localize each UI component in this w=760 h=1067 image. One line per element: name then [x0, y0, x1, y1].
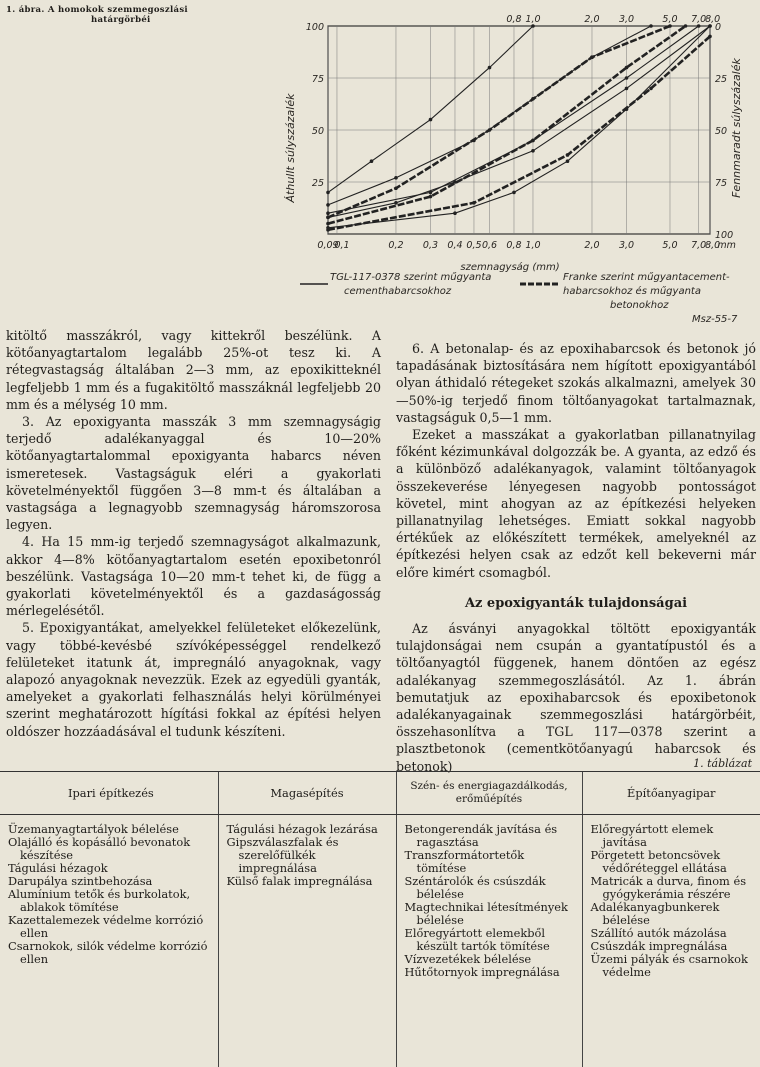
list-item: Szállító autók mázolása — [591, 927, 757, 940]
paragraph: 3. Az epoxigyanta masszák 3 mm szemnagyságig terjedő adalékanyaggal és 10—20% kötőanyagtartalommal epoxigyanta habarcs néven ismeretesek. Vastagságuk eléri a gyakorlati követelményektől függően 3—8 mm-t és általában a vastagsága a legnagyobb szemnagyság háromszorosa legyen. — [6, 413, 381, 533]
series-line-4 — [328, 26, 699, 213]
left-text-column — [6, 327, 381, 740]
legend-dashed-label-a: Franke szerint műgyantacement- — [563, 271, 730, 283]
legend-dashed-label-b: habarcsokhoz és műgyanta — [563, 285, 701, 297]
list-item: Magtechnikai létesítmények bélelése — [405, 901, 578, 927]
table-label: 1. táblázat — [693, 757, 752, 770]
x-tick-label: 5,0 — [662, 240, 677, 251]
x-tick-label: 8,0 — [705, 240, 720, 251]
chart-grid — [328, 26, 710, 234]
x-top-tick-label: 1,0 — [525, 14, 540, 25]
data-point — [625, 87, 629, 91]
x-tick-label: 0,1 — [334, 240, 349, 251]
y-right-tick-label: 0 — [715, 22, 721, 33]
data-point — [488, 66, 492, 70]
legend-solid-label-b: cementhabarcsokhoz — [344, 286, 452, 297]
list-item: Tágulási hézagok lezárása — [227, 823, 392, 836]
x-top-tick-label: 5,0 — [662, 14, 677, 25]
list-item: Üzemi pályák és csarnokok védelme — [591, 953, 757, 979]
x-tick-label: 0,6 — [482, 240, 497, 251]
data-point — [394, 186, 398, 190]
x-axis-label: szemnagyság (mm) — [460, 261, 559, 273]
x-tick-label: 1,0 — [525, 240, 540, 251]
x-top-tick-label: 2,0 — [584, 14, 599, 25]
y-left-tick-label: 75 — [312, 74, 324, 85]
data-point — [326, 211, 330, 215]
figure-stamp: Msz-55-7 — [692, 314, 738, 325]
list-item: Csarnokok, silók védelme korrózió ellen — [8, 940, 214, 966]
table-header: Magasépítés — [218, 772, 396, 815]
series-line-0 — [328, 26, 710, 217]
data-point — [684, 24, 688, 28]
applications-table — [0, 771, 760, 1067]
x-tick-label: 0,4 — [447, 240, 462, 251]
list-item: Pörgetett betoncsövek védőréteggel ellátása — [591, 849, 757, 875]
table-header: Szén- és energiagazdálkodás, erőműépítés — [396, 772, 582, 815]
grading-curve-chart — [280, 8, 760, 333]
x-tick-label: 0,09 — [317, 240, 338, 251]
data-point — [531, 149, 535, 153]
y-axis-left-label: Áthullt súlyszázalék — [284, 93, 297, 204]
series-line-3 — [328, 26, 710, 228]
data-point — [708, 35, 712, 39]
x-top-tick-label: 0,8 — [506, 14, 521, 25]
x-tick-label: 0,5 — [466, 240, 481, 251]
section-heading: Az epoxigyanták tulajdonságai — [396, 595, 756, 612]
table-header: Ipari építkezés — [0, 772, 218, 815]
chart-series — [326, 24, 712, 231]
list-item: Üzemanyagtartályok bélelése — [8, 823, 214, 836]
list-item: Előregyártott elemekből készült tartók tömítése — [405, 927, 578, 953]
y-right-tick-label: 50 — [715, 126, 727, 137]
data-point — [590, 55, 594, 59]
data-point — [625, 66, 629, 70]
x-tick-label: 0,8 — [506, 240, 521, 251]
paragraph: 6. A betonalap- és az epoxihabarcsok és betonok jó tapadásának biztosítására nem hígított epoxigyantából olyan áthidaló rétegeket szokás alkalmazni, amelyek 30—50%-ig terjedő finom töltőanyagokat tartalmaznak, vastagságuk 0,5—1 mm. — [396, 340, 756, 426]
data-point — [429, 195, 433, 199]
figure-caption-line1: 1. ábra. A homokok szemmegoszlási — [6, 5, 196, 15]
x-top-tick-label: 7,0 — [691, 14, 706, 25]
list-item: Csúszdák impregnálása — [591, 940, 757, 953]
table-header: Építőanyagipar — [582, 772, 760, 815]
y-left-tick-label: 25 — [312, 178, 324, 189]
list-item: Előregyártott elemek javítása — [591, 823, 757, 849]
x-tick-label: 3,0 — [619, 240, 634, 251]
data-point — [566, 153, 570, 157]
data-point — [394, 176, 398, 180]
data-point — [649, 87, 653, 91]
y-left-tick-label: 100 — [306, 22, 324, 33]
paragraph: kitöltő masszákról, vagy kittekről beszélünk. A kötőanyagtartalom legalább 25%-ot tesz ki. A rétegvastagság általában 2—3 mm, az epoxikitteknél legfeljebb 1 mm és a fugakitöltő masszáknál legfeljebb 20 mm és a mélység 10 mm. — [6, 327, 381, 413]
series-line-7 — [328, 36, 710, 229]
data-point — [429, 118, 433, 122]
data-point — [326, 203, 330, 207]
list-item: Külső falak impregnálása — [227, 875, 392, 888]
data-point — [512, 191, 516, 195]
paragraph: Ezeket a masszákat a gyakorlatban pillanatnyilag főként kézimunkával dolgozzák be. A gyanta, az edző és a különböző adalékanyagok, valamint töltőanyagok összekeverése lényegesen nagyobb pontosságot követel, mint ahogyan az az építkezési helyeken pillanatnyilag lehetséges. Emiatt sokkal nagyobb értékűek az előkészített termékek, amelyeknél az építkezési helyen csak az edzőt kell bekeverni már előre kimért csomagból. — [396, 426, 756, 581]
legend-solid-label-a: TGL-117-0378 szerint műgyanta — [330, 271, 491, 283]
list-item: Tágulási hézagok — [8, 862, 214, 875]
x-tick-label: 0,2 — [388, 240, 403, 251]
table-column-cell — [218, 815, 396, 1067]
list-item: Széntárolók és csúszdák bélelése — [405, 875, 578, 901]
paragraph: 4. Ha 15 mm-ig terjedő szemnagyságot alkalmazunk, akkor 4—8% kötőanyagtartalom esetén epoxibetonról beszélünk. Vastagsága 10—20 mm-t tehet ki, de függ a gyakorlati követelményektől és a gazdaságosság mérlegelésétől. — [6, 533, 381, 619]
legend-dashed-label-c: betonokhoz — [610, 300, 669, 311]
list-item: Hűtőtornyok impregnálása — [405, 966, 578, 979]
data-point — [531, 139, 535, 143]
list-item: Betongerendák javítása és ragasztása — [405, 823, 578, 849]
list-item: Gipszválaszfalak és szerelőfülkék impregnálása — [227, 836, 392, 875]
data-point — [326, 228, 330, 232]
x-tick-label: 7,0 — [691, 240, 706, 251]
figure-caption-line2: határgörbéi — [6, 15, 196, 25]
data-point — [625, 76, 629, 80]
data-point — [370, 159, 374, 163]
paragraph: 5. Epoxigyantákat, amelyekkel felületeket előkezelünk, vagy többé-kevésbé szívóképességgel rendelkező felületeket itatunk át, impregnáló anyagoknak, vagy alapozó anyagoknak nevezzük. Ezek az egyedüli gyanták, amelyeket a gyakorlati felhasználás helyi körülményei szerint meghatározott hígítási fokkal az építési helyen oldószer hozzáadásával el tudunk készíteni. — [6, 619, 381, 739]
data-point — [394, 201, 398, 205]
x-top-tick-label: 3,0 — [619, 14, 634, 25]
list-item: Kazettalemezek védelme korrózió ellen — [8, 914, 214, 940]
data-point — [453, 211, 457, 215]
list-item: Matricák a durva, finom és gyógykerámia részére — [591, 875, 757, 901]
table-column-cell — [396, 815, 582, 1067]
figure-caption — [6, 5, 196, 25]
y-right-tick-label: 75 — [715, 178, 727, 189]
list-item: Adalékanyagbunkerek bélelése — [591, 901, 757, 927]
right-text-column — [396, 340, 756, 775]
data-point — [472, 201, 476, 205]
data-point — [326, 216, 330, 220]
chart-ticks — [306, 14, 736, 251]
data-point — [566, 159, 570, 163]
x-top-tick-label: 8,0 — [705, 14, 720, 25]
y-left-tick-label: 50 — [312, 126, 324, 137]
list-item: Alumínium tetők és burkolatok, ablakok tömítése — [8, 888, 214, 914]
data-point — [488, 128, 492, 132]
x-tick-label: 0,3 — [423, 240, 438, 251]
data-point — [429, 191, 433, 195]
x-tick-label: mm — [717, 240, 736, 251]
list-item: Olajálló és kopásálló bevonatok készítése — [8, 836, 214, 862]
list-item: Transzformátortetők tömítése — [405, 849, 578, 875]
paragraph: Az ásványi anyagokkal töltött epoxigyanták tulajdonságai nem csupán a gyantatípustól és a töltőanyagtól függenek, hanem döntően az egész adalékanyag szemmegoszlásától. Az 1. ábrán bemutatjuk az epoxihabarcsok és epoxibetonok adalékanyagainak szemmegoszlási határgörbéit, összehasonlítva a TGL 117—0378 szerint a plasztbetonok (cementkötőanyagú habarcsok és betonok) — [396, 620, 756, 775]
list-item: Darupálya szintbehozása — [8, 875, 214, 888]
table-column-cell — [582, 815, 760, 1067]
y-axis-right-label: Fennmaradt súlyszázalék — [730, 57, 743, 197]
list-item: Vízvezetékek bélelése — [405, 953, 578, 966]
y-right-tick-label: 100 — [715, 230, 733, 241]
data-point — [326, 222, 330, 226]
y-right-tick-label: 25 — [715, 74, 727, 85]
table-column-cell — [0, 815, 218, 1067]
data-point — [326, 191, 330, 195]
data-point — [649, 24, 653, 28]
x-tick-label: 2,0 — [584, 240, 599, 251]
